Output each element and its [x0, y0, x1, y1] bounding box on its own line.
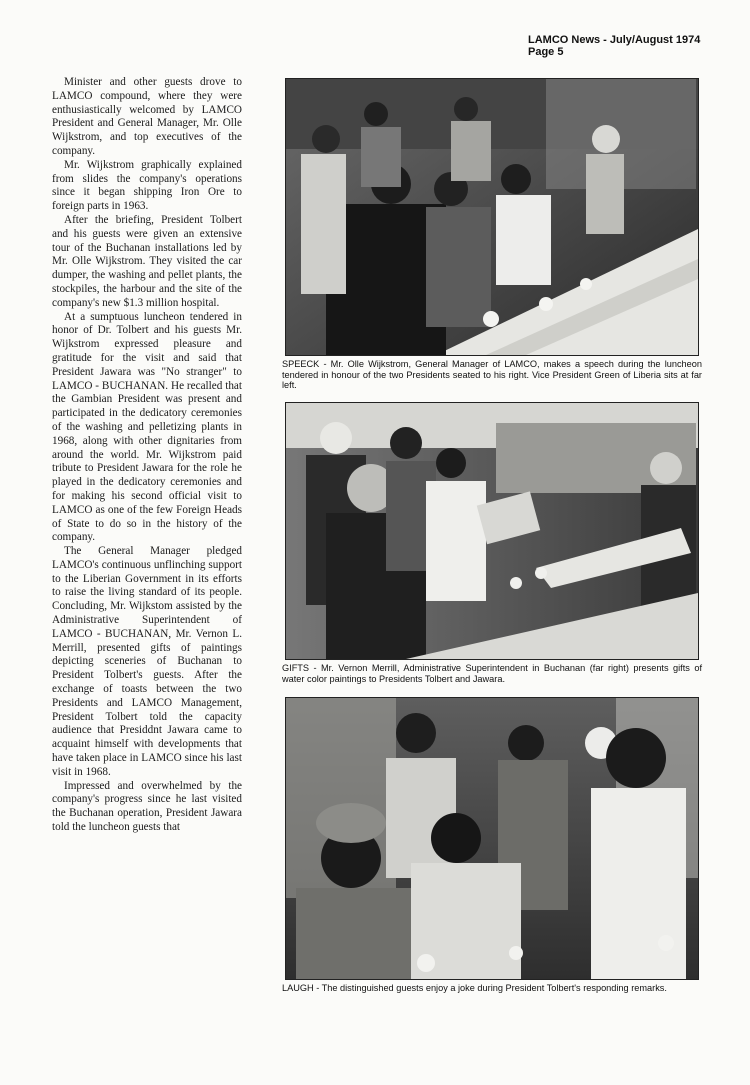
- page-header: [528, 34, 700, 58]
- photo-laugh: [285, 697, 699, 980]
- publication-title: LAMCO News - July/August 1974: [528, 34, 701, 46]
- photo-caption: GIFTS - Mr. Vernon Merrill, Administrative Superintendent in Buchanan (far right) presents gifts of water color paintings to Presidents Tolbert and Jawara.: [282, 663, 702, 684]
- photo-speech: [285, 78, 699, 356]
- article-paragraph: After the briefing, President Tolbert and his guests were given an extensive tour of the Buchanan installations led by Mr. Olle Wijkstrom. They visited the car dumper, the washing and pellet plants, the stockpiles, the harbour and the site of the company's new $1.3 million hospital.: [52, 213, 242, 309]
- article-paragraph: Mr. Wijkstrom graphically explained from slides the company's operations since it began shipping Iron Ore to foreign parts in 1963.: [52, 158, 242, 213]
- article-paragraph: The General Manager pledged LAMCO's continuous unflinching support to the Liberian Government in its efforts to raise the living standard of its people. Concluding, Mr. Wijkstom assisted by the Administrative Superintendent of LAMCO - BUCHANAN, Mr. Vernon L. Merrill, presented gifts of paintings depicting sceneries of Buchanan to President Tolbert's guests. After the exchange of toasts between the two Presidents and LAMCO Management, President Tolbert told the capacity audience that Presiddnt Jawara came to acquaint himself with developments that have taken place in LAMCO since his last visit in 1968.: [52, 545, 242, 778]
- page-number: Page 5: [528, 46, 564, 58]
- photo-caption: LAUGH - The distinguished guests enjoy a joke during President Tolbert's responding remarks.: [282, 983, 667, 993]
- article-paragraph: Minister and other guests drove to LAMCO compound, where they were enthusiastically welcomed by LAMCO President and General Manager, Mr. Olle Wijkstrom, and top executives of the company.: [52, 76, 242, 157]
- article-paragraph: Impressed and overwhelmed by the company's progress since he last visited the Buchanan operation, President Jawara told the luncheon guests that: [52, 779, 242, 834]
- article-column: [52, 76, 242, 835]
- photo-caption: SPEECK - Mr. Olle Wijkstrom, General Manager of LAMCO, makes a speech during the luncheon tendered in honour of the two Presidents seated to his right. Vice President Green of Liberia sits at far left.: [282, 359, 702, 391]
- article-paragraph: At a sumptuous luncheon tendered in honor of Dr. Tolbert and his guests Mr. Wijkstrom expressed pleasure and gratitude for the visit and said that President Jawara was "No stranger" to LAMCO - BUCHANAN. He recalled that the Gambian President was present and participated in the dedicatory ceremonies of the washing and pelletizing plants in 1968, along with other dignitaries from around the world. Mr. Wijkstrom paid tribute to President Jawara for the role he played in the dedicatory ceremonies and for making his second official visit to LAMCO as one of the few Foreign Heads of State to do so in the history of the company.: [52, 310, 242, 544]
- photo-gifts: [285, 402, 699, 660]
